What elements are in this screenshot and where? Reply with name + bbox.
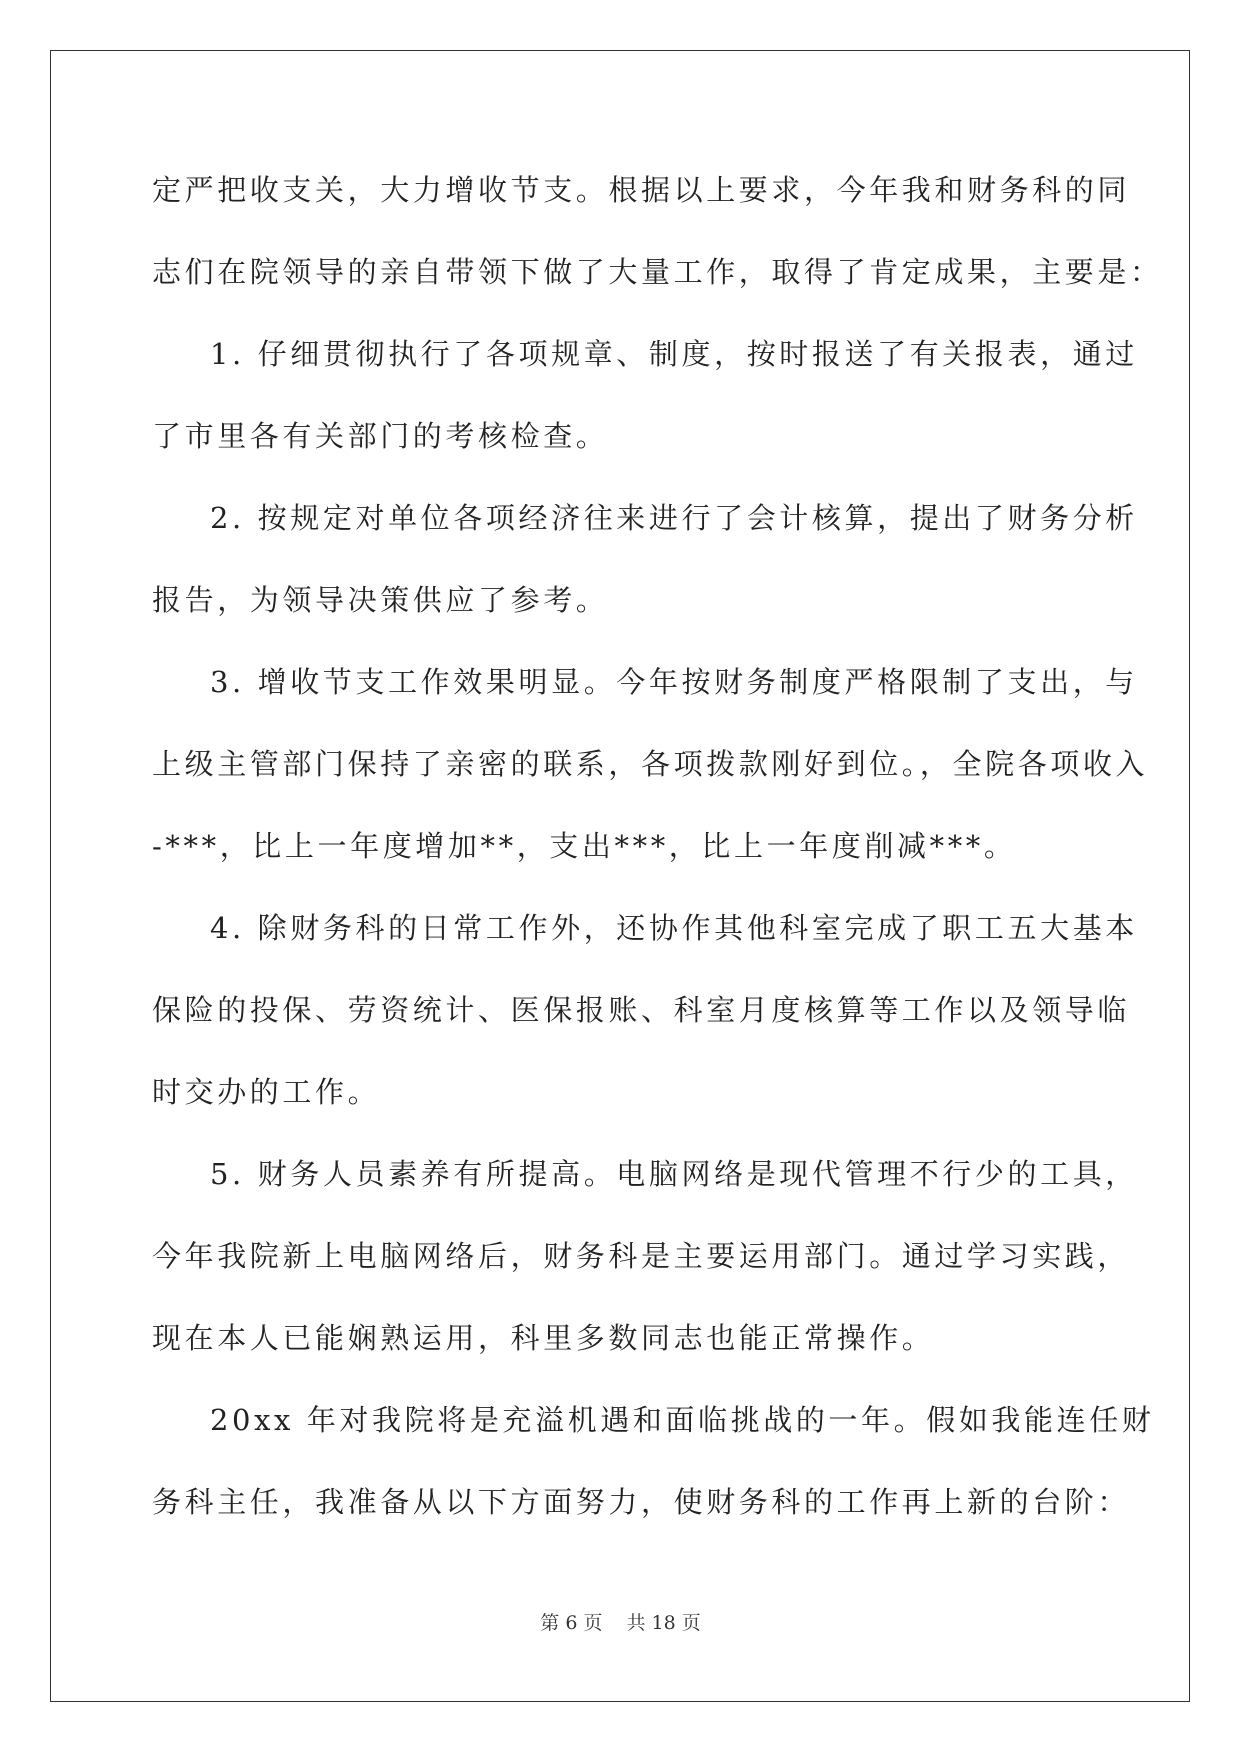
text-line: 务科主任，我准备从以下方面努力，使财务科的工作再上新的台阶： — [152, 1485, 1131, 1519]
document-body — [152, 165, 1163, 1559]
text-line: -***，比上一年度增加**，支出***，比上一年度削减***。 — [152, 829, 1017, 863]
list-item-1-line: 1. 仔细贯彻执行了各项规章、制度，按时报送了有关报表，通过 — [210, 337, 1138, 371]
total-pages: 共 18 页 — [626, 1612, 701, 1634]
page-footer — [0, 1608, 1241, 1635]
list-item-2-line: 2. 按规定对单位各项经济往来进行了会计核算，提出了财务分析 — [210, 501, 1138, 535]
text-line: 定严把收支关，大力增收节支。根据以上要求，今年我和财务科的同 — [152, 173, 1131, 207]
text-line: 上级主管部门保持了亲密的联系，各项拨款刚好到位。，全院各项收入 — [152, 747, 1149, 781]
text-line: 现在本人已能娴熟运用，科里多数同志也能正常操作。 — [152, 1321, 935, 1355]
list-item-5-line: 5. 财务人员素养有所提高。电脑网络是现代管理不行少的工具， — [210, 1157, 1138, 1191]
list-item-3-line: 3. 增收节支工作效果明显。今年按财务制度严格限制了支出，与 — [210, 665, 1138, 699]
text-line: 时交办的工作。 — [152, 1075, 381, 1109]
text-line: 报告，为领导决策供应了参考。 — [152, 583, 609, 617]
text-line: 志们在院领导的亲自带领下做了大量工作，取得了肯定成果，主要是： — [152, 255, 1163, 289]
text-line: 保险的投保、劳资统计、医保报账、科室月度核算等工作以及领导临 — [152, 993, 1131, 1027]
list-item-4-line: 4. 除财务科的日常工作外，还协作其他科室完成了职工五大基本 — [210, 911, 1138, 945]
text-line: 了市里各有关部门的考核检查。 — [152, 419, 609, 453]
current-page-number: 第 6 页 — [540, 1612, 603, 1634]
paragraph-start-line: 20xx 年对我院将是充溢机遇和面临挑战的一年。假如我能连任财 — [210, 1403, 1155, 1437]
text-line: 今年我院新上电脑网络后，财务科是主要运用部门。通过学习实践， — [152, 1239, 1131, 1273]
